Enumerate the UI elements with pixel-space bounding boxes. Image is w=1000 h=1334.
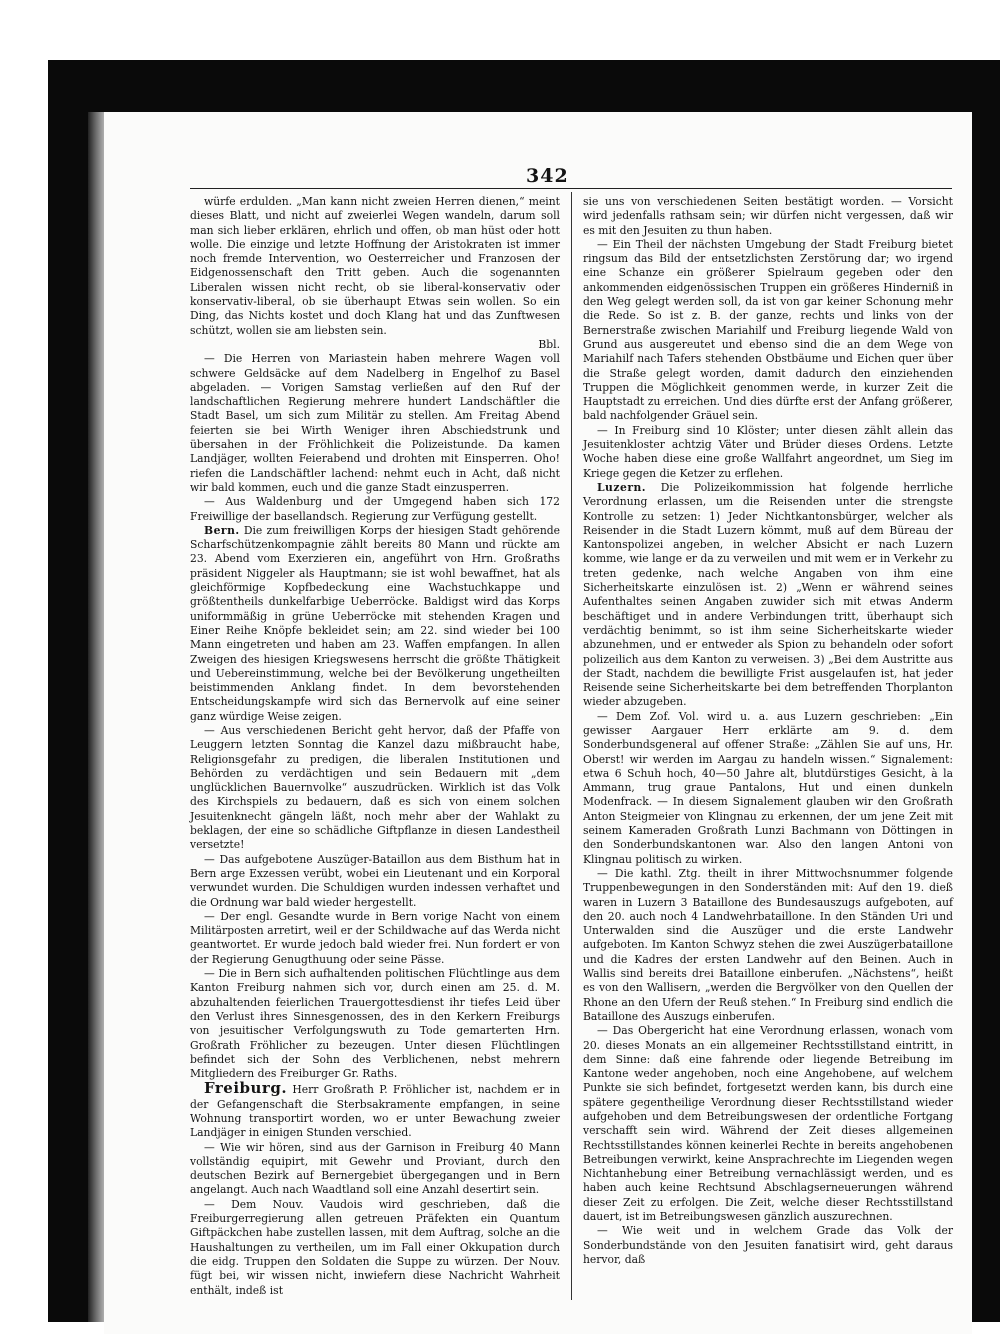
section-heading: Bern. [204,523,240,537]
article-paragraph [583,424,953,481]
article-paragraph [190,1141,560,1198]
article-paragraph [190,524,560,724]
article-paragraph [190,724,560,853]
scan-left-edge [48,60,92,1322]
left-column [190,195,560,1298]
article-paragraph [190,1198,560,1298]
article-paragraph [190,195,560,338]
article-paragraph [190,352,560,495]
paragraph-text: — Aus verschiedenen Bericht geht hervor, daß der Pfaffe von Leuggern letzten Sonntag die Kanzel dazu mißbraucht habe, Religionsgefahr zu predigen, die liberalen Institutionen und Behörden zu verdächtigen und sein Bedauern mit „dem unglücklichen Bauernvolke“ auszudrücken. Wirklich ist das Volk des Kirchspiels zu bedauern, daß es sich von einem solchen Jesuitenknecht gängeln läßt, noch mehr aber der Wahlakt zu beklagen, der eine so schädliche Giftpflanze in diesen Landestheil versetzte! [190,723,560,852]
scan-top-edge [0,0,1000,62]
page-number: 342 [526,165,569,187]
paragraph-text: — Ein Theil der nächsten Umgebung der Stadt Freiburg bietet ringsum das Bild der entsetzlichsten Zerstörung dar; wo irgend eine Schanze ein größerer Spielraum gegeben oder den ankommenden eidgenössischen Truppen ein größeres Hinderniß in den Weg gelegt werden soll, da ist von gar keiner Schonung mehr die Rede. So ist z. B. der ganze, rechts und links von der Bernerstraße zwischen Mariahilf und Freiburg liegende Wald von Grund aus ausgereutet und ebenso sind die an dem Wege von Mariahilf nach Tafers stehenden Obstbäume und Eichen quer über die Straße gelegt worden, damit dadurch den einziehenden Truppen die Möglichkeit genommen werde, in kurzer Zeit die Hauptstadt zu erreichen. Und dies dürfte erst der Anfang größerer, bald nachfolgender Gräuel sein. [583,237,953,423]
paragraph-text: — Dem Nouv. Vaudois wird geschrieben, daß die Freiburgerregierung allen getreuen Präfekten ein Quantum Giftpäckchen habe zustellen lassen, mit dem Auftrag, solche an die Haushaltungen zu vertheilen, um im Fall einer Okkupation durch die eidg. Truppen den Soldaten die Suppe zu würzen. Der Nouv. fügt bei, wir wissen nicht, inwiefern diese Nachricht Wahrheit enthält, indeß ist [190,1197,560,1297]
paragraph-text: — Wie wir hören, sind aus der Garnison in Freiburg 40 Mann vollständig equipirt, mit Gewehr und Proviant, durch den deutschen Bezirk auf Bernergebiet übergegangen und in Bern angelangt. Auch nach Waadtland soll eine Anzahl desertirt sein. [190,1140,560,1197]
right-column [583,195,953,1267]
article-paragraph [583,238,953,424]
paragraph-text: — Wie weit und in welchem Grade das Volk der Sonderbundstände von den Jesuiten fanatisirt wird, geht daraus hervor, daß [583,1224,953,1266]
header-rule [190,188,952,189]
section-heading: Luzern. [597,480,647,494]
article-paragraph [190,338,560,352]
article-paragraph [583,195,953,238]
article-paragraph [583,481,953,710]
column-divider [571,192,572,1300]
paragraph-text: würfe erdulden. „Man kann nicht zweien Herren dienen,“ meint dieses Blatt, und nicht auf zweierlei Wegen wandeln, darum soll man sich lieber erklären, ehrlich und offen, ob man hüst oder hott wolle. Die einzige und letzte Hoffnung der Aristokraten ist immer noch fremde Intervention, wo Oesterreicher und Franzosen der Eidgenossenschaft den Tritt geben. Auch die sogenannten Liberalen wissen nicht recht, ob sie liberal-konservativ oder konservativ-liberal, ob sie überhaupt Etwas sein wollen. So ein Ding, das Nichts kostet und doch Klang hat und das Zunftwesen schützt, wollen sie am liebsten sein. [190,195,560,337]
paragraph-text: — Das aufgebotene Auszüger-Bataillon aus dem Bisthum hat in Bern arge Exzessen verübt, wobei ein Lieutenant und ein Korporal verwundet wurden. Die Schuldigen wurden indessen verhaftet und die Ordnung war bald wieder hergestellt. [190,852,560,909]
paragraph-text: — Aus Waldenburg und der Umgegend haben sich 172 Freiwillige der basellandsch. Regierung zur Verfügung gestellt. [190,495,560,523]
article-paragraph [190,1081,560,1140]
paragraph-text: — Die Herren von Mariastein haben mehrere Wagen voll schwere Geldsäcke auf dem Nadelberg in Engelhof zu Basel abgeladen. — Vorigen Samstag verließen auf den Ruf der landschaftlichen Regierung mehrere hundert Landschäftler die Stadt Basel, um sich zum Militär zu stellen. Am Freitag Abend feierten sie bei Wirth Weniger ihren Abschiedstrunk und übersahen in der Fröhlichkeit die Polizeistunde. Da kamen Landjäger, wollten Feierabend und drohten mit Einsperren. Oho! riefen die Landschäftler lachend: nehmt euch in Acht, daß nicht wir bald kommen, euch und die ganze Stadt einzusperren. [190,352,560,494]
paragraph-text: — Das Obergericht hat eine Verordnung erlassen, wonach vom 20. dieses Monats an ein allgemeiner Rechtsstillstand eintritt, in dem Sinne: daß eine fahrende oder liegende Betreibung im Kantone weder angehoben, noch eine Angehobene, auf welchem Punkte sie sich befindet, fortgesetzt werden kann, bis durch eine spätere gegentheilige Verordnung dieser Rechtsstillstand wieder aufgehoben und dem Betreibungswesen der ordentliche Fortgang verschafft sein wird. Während der Zeit dieses allgemeinen Rechtsstillstandes können keinerlei Rechte in bereits angehobenen Betreibungen verwirkt, keine Ansprachrechte im Liegenden wegen Nichtanhebung einer Betreibung vernachlässigt werden, und es haben auch keine Rechtsund Abschlagserneuerungen während dieser Zeit zu erfolgen. Die Zeit, welche dieser Rechtsstillstand dauert, ist im Betreibungswesen gänzlich auszurechnen. [583,1024,953,1224]
paragraph-text: — In Freiburg sind 10 Klöster; unter diesen zählt allein das Jesuitenkloster achtzig Väter und Brüder dieses Ordens. Letzte Woche haben diese eine große Wallfahrt angeordnet, um Sieg im Kriege gegen die Ketzer zu erflehen. [583,423,953,480]
article-paragraph [583,867,953,1024]
paragraph-text: — Die in Bern sich aufhaltenden politischen Flüchtlinge aus dem Kanton Freiburg nahmen sich vor, durch einen am 25. d. M. abzuhaltenden feierlichen Trauergottesdienst ihr tiefes Leid über den Verlust ihres Sinnesgenossen, des in den Kerkern Freiburgs von jesuitischer Verfolgungswuth zu Tode gemarterten Hrn. Großrath Fröhlicher zu bezeugen. Unter diesen Flüchtlingen befindet sich der Sohn des Verblichenen, nebst mehrern Mitgliedern des Freiburger Gr. Raths. [190,967,560,1081]
article-paragraph [583,1224,953,1267]
paragraph-text: Bbl. [538,337,560,351]
article-paragraph [190,495,560,524]
scan-right-edge [972,60,1000,1322]
paragraph-text: — Dem Zof. Vol. wird u. a. aus Luzern geschrieben: „Ein gewisser Aargauer Herr erklärte am 9. d. dem Sonderbundsgeneral auf offener Straße: „Zählen Sie auf uns, Hr. Oberst! wir werden im Aargau zu handeln wissen.“ Signalement: etwa 6 Schuh hoch, 40—50 Jahre alt, blutdürstiges Gesicht, à la Ammann, trug graue Pantalons, Hut und einen dunkeln Modenfrack. — In diesem Signalement glauben wir den Großrath Anton Steigmeier von Klingnau zu erkennen, der um jene Zeit mit seinem Kameraden Großrath Lunzi Bachmann von Döttingen in den Sonderbundskantonen war. Also den langen Antoni von Klingnau politisch zu wirken. [583,709,953,866]
article-paragraph [190,910,560,967]
article-paragraph [583,710,953,867]
paragraph-text: sie uns von verschiedenen Seiten bestätigt worden. — Vorsicht wird jedenfalls rathsam sein; wir dürfen nicht vergessen, daß wir es mit den Jesuiten zu thun haben. [583,195,953,237]
scan-dark-top-band [48,60,1000,116]
paragraph-text: — Der engl. Gesandte wurde in Bern vorige Nacht von einem Militärposten arretirt, weil er der Schildwache auf das Werda nicht geantwortet. Er wurde jedoch bald wieder frei. Nun fordert er von der Regierung Genugthuung oder seine Pässe. [190,909,560,966]
article-paragraph [190,853,560,910]
article-paragraph [583,1024,953,1224]
paragraph-text: Die Polizeikommission hat folgende herrliche Verordnung erlassen, um die Reisenden unter die strengste Kontrolle zu setzen: 1) Jeder Nichtkantonsbürger, welcher als Reisender in die Stadt Luzern kömmt, muß auf dem Büreau der Kantonspolizei angeben, in welcher Absicht er nach Luzern komme, wie lange er da zu verweilen und mit wem er in Verkehr zu treten gedenke, nach welche Angaben von ihm eine Sicherheitskarte einzulösen ist. 2) „Wenn er während seines Aufenthaltes seinen Angaben zuwider sich mit etwas Anderm beschäftiget und in andere Verbindungen tritt, überhaupt sich verdächtig benimmt, so ist ihm seine Sicherheitskarte wieder abzunehmen, und er entweder als Spion zu behandeln oder sofort polizeilich aus dem Kanton zu verweisen. 3) „Bei dem Austritte aus der Stadt, nachdem die bewilligte Frist ausgelaufen ist, hat jeder Reisende seine Sicherheitskarte bei dem betreffenden Thorplanton wieder abzugeben. [583,480,953,709]
paragraph-text: Herr Großrath P. Fröhlicher ist, nachdem er in der Gefangenschaft die Sterbsakramente empfangen, in seine Wohnung transportirt worden, wo er unter Bewachung zweier Landjäger in einigen Stunden verschied. [190,1083,560,1140]
article-paragraph [190,967,560,1081]
paragraph-text: Die zum freiwilligen Korps der hiesigen Stadt gehörende Scharfschützenkompagnie zählt bereits 80 Mann und rückte am 23. Abend vom Exerzieren ein, angeführt von Hrn. Großraths präsident Niggeler als Hauptmann; sie ist wohl bewaffnet, hat als gleichförmige Kopfbedeckung eine Wachstuchkappe und größtentheils dunkelfarbige Ueberröcke. Baldigst wird das Korps uniformmäßig in grüne Ueberröcke mit stehenden Kragen und Einer Reihe Knöpfe bekleidet sein; am 22. sind wieder bei 100 Mann eingetreten und haben am 23. Waffen empfangen. In allen Zweigen des hiesigen Kriegswesens herrscht die größte Thätigkeit und Uebereinstimmung, welche bei der Bevölkerung ungetheilten beistimmenden Anklang findet. In dem bevorstehenden Entscheidungskampfe wird sich das Bernervolk auf eine seiner ganz würdige Weise zeigen. [190,523,560,723]
paragraph-text: — Die kathl. Ztg. theilt in ihrer Mittwochsnummer folgende Truppenbewegungen in den Sonderständen mit: Auf den 19. dieß waren in Luzern 3 Bataillone des Bundesauszugs aufgeboten, auf den 20. auch noch 4 Landwehrbataillone. In den Ständen Uri und Unterwalden sind die Auszüger und die erste Landwehr aufgeboten. Im Kanton Schwyz stehen die zwei Auszügerbataillone und die Kadres der ersten Landwehr auf den Beinen. Auch in Wallis sind bereits drei Bataillone einberufen. „Nächstens“, heißt es von den Wallisern, „werden die Bergvölker von den Quellen der Rhone an den Ufern der Reuß stehen.“ In Freiburg sind endlich die Bataillone des Auszugs einberufen. [583,866,953,1023]
section-heading: Freiburg. [204,1079,288,1098]
